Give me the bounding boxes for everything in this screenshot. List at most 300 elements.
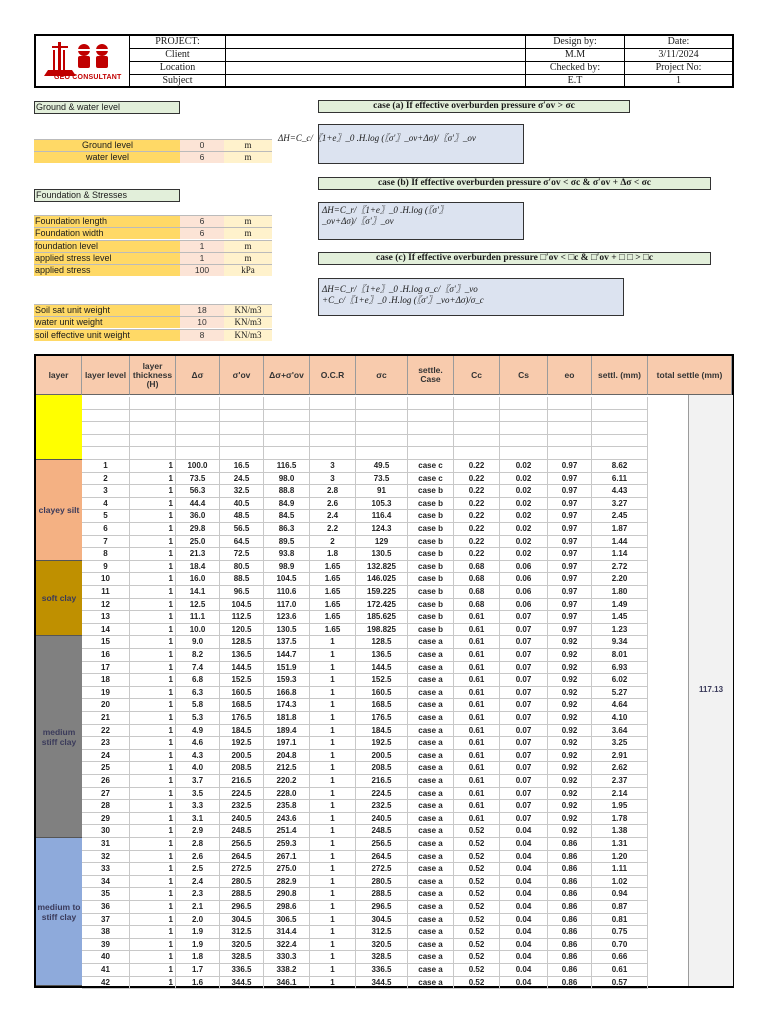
foundation-value[interactable]: 1 [180, 252, 224, 264]
table-cell: 1 [310, 888, 356, 901]
table-cell: 228.0 [264, 788, 310, 801]
table-row [36, 536, 732, 549]
table-cell: 4.3 [176, 750, 220, 763]
table-cell: 0.86 [548, 901, 592, 914]
table-cell: 224.5 [220, 788, 264, 801]
table-cell: 0.92 [548, 788, 592, 801]
project-no-value[interactable]: 1 [676, 75, 681, 86]
table-cell: 0.07 [500, 662, 548, 675]
table-cell: 232.5 [356, 800, 408, 813]
table-row [36, 901, 732, 914]
label-client: Client [130, 49, 226, 62]
table-cell: 23 [82, 737, 130, 750]
table-row [36, 662, 732, 675]
table-cell: 6.11 [592, 473, 648, 486]
table-row [36, 926, 732, 939]
table-cell: 1.87 [592, 523, 648, 536]
table-cell: 0.86 [548, 863, 592, 876]
water-level-label: water level [34, 151, 180, 163]
table-cell: 0.97 [548, 548, 592, 561]
case-a-formula: ΔH=C_c/〖1+e〗_0 .H.log (〖σ'〗_ov+Δσ)/〖σ'〗_ov [278, 133, 476, 143]
table-cell: 248.5 [356, 825, 408, 838]
table-cell: 0.61 [454, 737, 500, 750]
table-cell: 1 [310, 712, 356, 725]
table-cell: 1.65 [310, 573, 356, 586]
table-cell [310, 410, 356, 423]
table-cell: 0.92 [548, 636, 592, 649]
soil-label: Soil sat unit weight [34, 304, 180, 316]
table-cell: 204.8 [264, 750, 310, 763]
table-cell [82, 422, 130, 435]
column-header: σ'ov [220, 356, 264, 395]
table-cell: 14.1 [176, 586, 220, 599]
table-cell: 0.97 [548, 611, 592, 624]
ground-level-value[interactable]: 0 [180, 139, 224, 151]
table-cell: 1 [130, 510, 176, 523]
table-cell: case a [408, 951, 454, 964]
column-header: layer [36, 356, 82, 395]
table-cell: 27 [82, 788, 130, 801]
table-cell: 235.8 [264, 800, 310, 813]
table-cell [548, 397, 592, 410]
location-value[interactable] [226, 62, 526, 75]
table-cell [310, 435, 356, 448]
table-cell: 64.5 [220, 536, 264, 549]
checked-by-value[interactable]: E.T [526, 75, 625, 86]
date-value[interactable]: 3/11/2024 [625, 49, 732, 62]
table-cell: 1 [130, 523, 176, 536]
table-cell: 0.61 [454, 649, 500, 662]
table-cell: 0.07 [500, 674, 548, 687]
table-cell: 8.01 [592, 649, 648, 662]
table-cell: 6.93 [592, 662, 648, 675]
column-header: settle. Case [408, 356, 454, 395]
table-cell: 251.4 [264, 825, 310, 838]
table-cell: 0.86 [548, 926, 592, 939]
table-cell [220, 422, 264, 435]
table-cell: 0.86 [548, 851, 592, 864]
table-cell: 15 [82, 636, 130, 649]
table-cell: 0.61 [454, 813, 500, 826]
table-cell: 172.425 [356, 599, 408, 612]
table-cell: 0.07 [500, 788, 548, 801]
section-foundation: Foundation & Stresses [34, 189, 180, 202]
project-header [34, 34, 734, 88]
table-cell: 0.97 [548, 624, 592, 637]
table-cell: 212.5 [264, 762, 310, 775]
table-cell: 0.04 [500, 851, 548, 864]
label-project: PROJECT: [130, 36, 226, 49]
table-cell: 56.3 [176, 485, 220, 498]
table-cell: 37 [82, 914, 130, 927]
subject-value[interactable] [226, 75, 526, 86]
table-cell: 38 [82, 926, 130, 939]
table-cell: 0.61 [454, 800, 500, 813]
table-cell: 1 [310, 687, 356, 700]
table-cell: 1 [130, 548, 176, 561]
table-cell: 259.3 [264, 838, 310, 851]
table-row [36, 725, 732, 738]
foundation-unit: m [224, 240, 272, 252]
table-cell: 280.5 [220, 876, 264, 889]
foundation-value[interactable]: 100 [180, 264, 224, 276]
table-cell [220, 410, 264, 423]
table-cell: 80.5 [220, 561, 264, 574]
table-cell: 22 [82, 725, 130, 738]
table-cell: 312.5 [356, 926, 408, 939]
table-cell: 8.2 [176, 649, 220, 662]
table-cell: 137.5 [264, 636, 310, 649]
table-cell: 1 [130, 737, 176, 750]
table-cell: 0.06 [500, 599, 548, 612]
table-cell: 117.0 [264, 599, 310, 612]
soil-unit: KN/m3 [224, 316, 272, 328]
table-cell: 1 [130, 825, 176, 838]
table-cell: 1 [130, 851, 176, 864]
client-value[interactable] [226, 49, 526, 62]
table-cell: 0.22 [454, 510, 500, 523]
table-cell: case b [408, 611, 454, 624]
table-row [36, 460, 732, 473]
table-cell: 128.5 [356, 636, 408, 649]
table-cell: 1.9 [176, 939, 220, 952]
table-cell: 40.5 [220, 498, 264, 511]
table-cell [130, 410, 176, 423]
table-cell: 1 [130, 762, 176, 775]
table-cell: 1 [130, 977, 176, 990]
table-cell: 1 [130, 888, 176, 901]
table-cell: 3.25 [592, 737, 648, 750]
foundation-label: foundation level [34, 240, 180, 252]
table-cell: 6.3 [176, 687, 220, 700]
table-cell: 0.07 [500, 687, 548, 700]
table-cell: 200.5 [220, 750, 264, 763]
project-value[interactable] [226, 36, 526, 49]
soil-label: water unit weight [34, 316, 180, 328]
case-c-title: case (c) If effective overburden pressure □′ov < □c & □′ov + □ □ > □c [318, 252, 711, 265]
table-cell: 86.3 [264, 523, 310, 536]
layer-block: medium to stiff clay [36, 838, 82, 986]
table-cell: 0.04 [500, 951, 548, 964]
table-cell: 0.86 [548, 939, 592, 952]
label-subject: Subject [130, 75, 226, 86]
table-cell [356, 447, 408, 460]
table-cell: case a [408, 901, 454, 914]
table-cell: 1 [310, 951, 356, 964]
table-cell: 0.92 [548, 775, 592, 788]
table-cell: 1 [130, 964, 176, 977]
table-row [36, 687, 732, 700]
foundation-value[interactable]: 1 [180, 240, 224, 252]
table-cell: 1 [130, 951, 176, 964]
table-cell: 136.5 [356, 649, 408, 662]
table-cell [264, 447, 310, 460]
table-cell: 0.04 [500, 901, 548, 914]
table-cell: 123.6 [264, 611, 310, 624]
empty-row [36, 422, 732, 435]
table-cell: case b [408, 510, 454, 523]
table-cell: 48.5 [220, 510, 264, 523]
table-cell: case a [408, 712, 454, 725]
table-cell: 184.5 [356, 725, 408, 738]
table-cell: 0.04 [500, 914, 548, 927]
table-cell: 0.04 [500, 926, 548, 939]
table-cell [592, 435, 648, 448]
table-cell: 290.8 [264, 888, 310, 901]
table-cell: 0.61 [454, 750, 500, 763]
table-cell: 0.86 [548, 888, 592, 901]
table-cell: 1 [310, 863, 356, 876]
foundation-value[interactable]: 6 [180, 227, 224, 239]
table-cell: 159.225 [356, 586, 408, 599]
table-cell: case a [408, 775, 454, 788]
table-cell: 208.5 [356, 762, 408, 775]
table-cell: 1.49 [592, 599, 648, 612]
table-cell [176, 447, 220, 460]
table-cell [454, 447, 500, 460]
table-cell: 2.9 [176, 825, 220, 838]
table-cell: 73.5 [356, 473, 408, 486]
table-cell: 12 [82, 599, 130, 612]
table-cell: 298.6 [264, 901, 310, 914]
table-cell: 0.04 [500, 964, 548, 977]
table-cell [500, 397, 548, 410]
table-cell: case a [408, 851, 454, 864]
table-cell: 0.52 [454, 977, 500, 990]
table-cell: 0.97 [548, 523, 592, 536]
logo-text: GEO CONSULTANT [54, 74, 122, 81]
table-cell: 0.22 [454, 485, 500, 498]
table-cell: 336.5 [356, 964, 408, 977]
table-cell [176, 410, 220, 423]
table-cell: case a [408, 876, 454, 889]
table-cell: 2.62 [592, 762, 648, 775]
table-cell: 16.0 [176, 573, 220, 586]
table-row [36, 498, 732, 511]
table-cell: 72.5 [220, 548, 264, 561]
table-cell [500, 422, 548, 435]
table-cell: case c [408, 473, 454, 486]
table-cell: 0.06 [500, 586, 548, 599]
table-cell: 166.8 [264, 687, 310, 700]
table-cell: 2.91 [592, 750, 648, 763]
table-cell: 40 [82, 951, 130, 964]
soil-label: soil effective unit weight [34, 329, 180, 341]
table-cell: 12.5 [176, 599, 220, 612]
table-cell: 1.65 [310, 624, 356, 637]
column-header: layer thickness (H) [130, 356, 176, 395]
table-cell: 280.5 [356, 876, 408, 889]
table-cell: 2.6 [176, 851, 220, 864]
table-cell: 0.52 [454, 939, 500, 952]
table-cell: 151.9 [264, 662, 310, 675]
table-cell: 0.97 [548, 510, 592, 523]
table-cell [176, 422, 220, 435]
case-c-formula-line1: ΔH=C_r/〖1+e〗_0 .H.log σ_c/〖σ'〗_vo [322, 284, 478, 294]
table-cell: 0.02 [500, 536, 548, 549]
table-cell: 89.5 [264, 536, 310, 549]
soil-value[interactable]: 18 [180, 304, 224, 316]
table-cell: 0.86 [548, 876, 592, 889]
label-location: Location [130, 62, 226, 75]
table-cell: 1 [130, 662, 176, 675]
table-cell: 24 [82, 750, 130, 763]
table-cell: 0.02 [500, 485, 548, 498]
table-cell: 0.52 [454, 951, 500, 964]
table-cell: 168.5 [356, 699, 408, 712]
table-cell: 0.61 [454, 775, 500, 788]
table-cell: 1 [130, 599, 176, 612]
table-cell: 0.07 [500, 725, 548, 738]
table-cell: 176.5 [356, 712, 408, 725]
table-cell: 32 [82, 851, 130, 864]
table-cell: 200.5 [356, 750, 408, 763]
table-cell: 0.92 [548, 762, 592, 775]
table-cell: case a [408, 838, 454, 851]
table-cell: 1 [130, 573, 176, 586]
table-cell: 1 [130, 561, 176, 574]
table-cell: 0.06 [500, 561, 548, 574]
table-cell: 288.5 [220, 888, 264, 901]
water-level-value[interactable]: 6 [180, 151, 224, 163]
table-cell: 282.9 [264, 876, 310, 889]
table-cell: 136.5 [220, 649, 264, 662]
table-cell: 104.5 [264, 573, 310, 586]
table-cell: 1.11 [592, 863, 648, 876]
table-cell: 1 [130, 901, 176, 914]
table-cell: 0.07 [500, 636, 548, 649]
table-cell: 2.6 [310, 498, 356, 511]
table-cell: 3.7 [176, 775, 220, 788]
table-cell: 1 [310, 851, 356, 864]
column-header: total settle (mm) [648, 356, 732, 395]
design-by-value[interactable]: M.M [526, 49, 625, 62]
table-cell: 338.2 [264, 964, 310, 977]
table-cell: 36 [82, 901, 130, 914]
table-cell: 1 [130, 788, 176, 801]
soil-unit: KN/m3 [224, 329, 272, 341]
table-cell: 3.27 [592, 498, 648, 511]
table-cell: 1 [130, 611, 176, 624]
table-cell: case a [408, 888, 454, 901]
table-cell: 6.8 [176, 674, 220, 687]
table-cell: 192.5 [220, 737, 264, 750]
table-cell [592, 447, 648, 460]
table-cell: 5.27 [592, 687, 648, 700]
table-cell: 20 [82, 699, 130, 712]
table-cell: 18.4 [176, 561, 220, 574]
table-cell: 0.22 [454, 460, 500, 473]
table-cell: 0.07 [500, 611, 548, 624]
table-cell: 0.92 [548, 649, 592, 662]
table-cell: case a [408, 863, 454, 876]
table-cell: case a [408, 750, 454, 763]
table-cell: 56.5 [220, 523, 264, 536]
table-cell: 336.5 [220, 964, 264, 977]
table-cell: 42 [82, 977, 130, 990]
table-cell: 39 [82, 939, 130, 952]
table-cell: 130.5 [356, 548, 408, 561]
table-cell: 0.04 [500, 863, 548, 876]
table-cell: case a [408, 649, 454, 662]
table-cell: 3.5 [176, 788, 220, 801]
table-cell: 10.0 [176, 624, 220, 637]
table-cell: 1 [130, 699, 176, 712]
table-cell: 9.0 [176, 636, 220, 649]
table-cell: 1.65 [310, 561, 356, 574]
table-cell: 0.61 [454, 611, 500, 624]
table-cell: 91 [356, 485, 408, 498]
foundation-value[interactable]: 6 [180, 215, 224, 227]
case-b-formula-box [318, 202, 524, 240]
table-row [36, 838, 732, 851]
table-cell: 159.3 [264, 674, 310, 687]
table-cell: 112.5 [220, 611, 264, 624]
table-cell: case a [408, 662, 454, 675]
soil-value[interactable]: 10 [180, 316, 224, 328]
table-cell: 44.4 [176, 498, 220, 511]
table-cell: 110.6 [264, 586, 310, 599]
table-cell: 275.0 [264, 863, 310, 876]
table-cell [310, 397, 356, 410]
soil-value[interactable]: 8 [180, 329, 224, 341]
empty-row [36, 435, 732, 448]
table-cell: 1 [130, 725, 176, 738]
label-date: Date: [625, 36, 732, 49]
table-cell: 84.5 [264, 510, 310, 523]
table-cell: 0.97 [548, 473, 592, 486]
table-row [36, 699, 732, 712]
foundation-label: Foundation width [34, 227, 180, 239]
table-cell: case a [408, 737, 454, 750]
table-cell: 330.3 [264, 951, 310, 964]
table-cell [82, 447, 130, 460]
table-cell: 320.5 [356, 939, 408, 952]
table-cell: 2.3 [176, 888, 220, 901]
table-cell: 1 [310, 813, 356, 826]
table-cell: 3.1 [176, 813, 220, 826]
table-row [36, 611, 732, 624]
table-cell: 30 [82, 825, 130, 838]
table-cell: 322.4 [264, 939, 310, 952]
column-header: settl. (mm) [592, 356, 648, 395]
column-header: layer level [82, 356, 130, 395]
table-cell: 1 [310, 800, 356, 813]
table-cell: 216.5 [356, 775, 408, 788]
table-cell: 1 [310, 901, 356, 914]
table-cell: 1 [130, 687, 176, 700]
table-row [36, 977, 732, 990]
label-design-by: Design by: [526, 36, 625, 49]
table-cell: 3.64 [592, 725, 648, 738]
table-cell: case b [408, 498, 454, 511]
table-cell: 0.22 [454, 473, 500, 486]
table-row [36, 712, 732, 725]
table-cell [548, 410, 592, 423]
table-cell: 232.5 [220, 800, 264, 813]
table-cell [82, 410, 130, 423]
case-b-formula-line2: _ov+Δσ)/〖σ'〗_ov [322, 216, 394, 226]
table-cell: 0.75 [592, 926, 648, 939]
table-cell: 174.3 [264, 699, 310, 712]
table-cell: 3.3 [176, 800, 220, 813]
soil-unit: KN/m3 [224, 304, 272, 316]
table-row [36, 649, 732, 662]
table-cell: case b [408, 523, 454, 536]
table-cell: 1 [130, 586, 176, 599]
table-cell: 2.14 [592, 788, 648, 801]
table-cell: 0.22 [454, 498, 500, 511]
